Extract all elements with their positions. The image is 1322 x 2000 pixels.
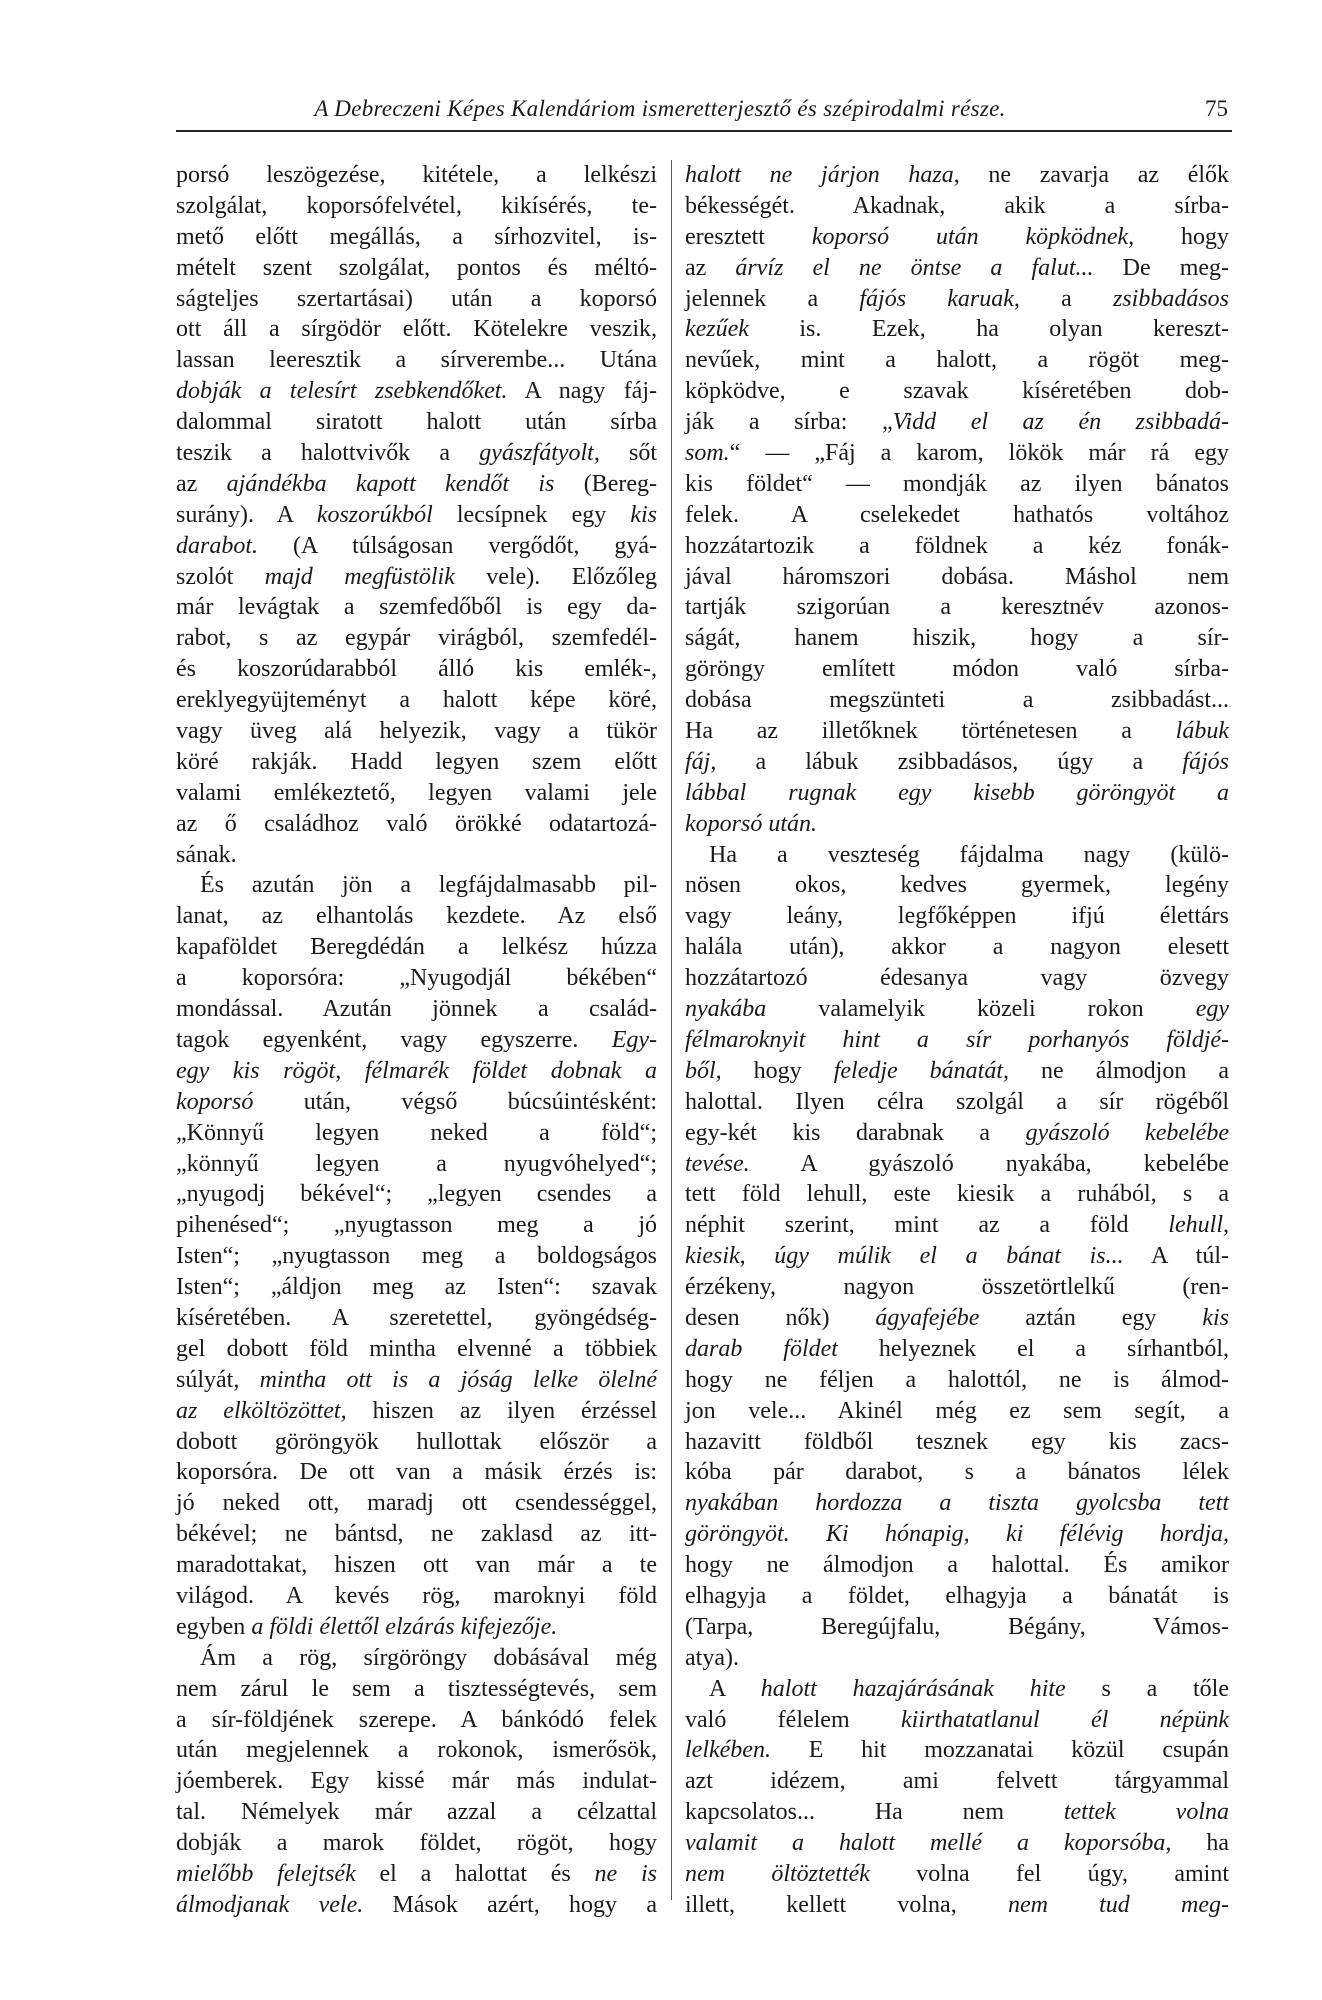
text-line [685, 1118, 1229, 1149]
text-run: el a halottat és [355, 1860, 595, 1887]
italic-text: gyászfátyolt, [479, 440, 600, 467]
text-run: mondással. Azután jönnek a család- [176, 996, 657, 1023]
italic-text: egy kis rögöt, félmarék földet dobnak a [176, 1057, 657, 1084]
text-line [176, 1179, 657, 1210]
italic-text: halott hazajárásának hite [760, 1675, 1066, 1702]
text-line [176, 314, 657, 345]
text-line [685, 345, 1229, 376]
text-line [176, 1550, 657, 1581]
text-run: néphit szerint, mint az a föld [685, 1212, 1169, 1239]
text-run: desen nők) [685, 1304, 876, 1331]
text-line [685, 1550, 1229, 1581]
text-line [685, 1519, 1229, 1550]
text-run: a lábuk zsibbadásos, úgy a [716, 748, 1183, 775]
italic-text: darab földet [685, 1335, 838, 1362]
text-line [685, 222, 1229, 253]
italic-text: tevése. [685, 1150, 750, 1177]
text-run: nevűek, mint a halott, a rögöt meg- [685, 347, 1229, 374]
italic-text: Vidd el az én zsibbadá- [892, 409, 1229, 436]
text-run: “ — „Fáj a karom, lökök már rá egy [729, 440, 1229, 467]
text-line [176, 1828, 657, 1859]
text-line [176, 654, 657, 685]
text-line [176, 438, 657, 469]
text-run: helyeznek el a sírhantból, [837, 1335, 1229, 1362]
italic-text: árvíz el ne öntse a falut... [735, 254, 1094, 281]
text-line [176, 932, 657, 963]
text-line [685, 469, 1229, 500]
text-run: Ha a veszteség fájdalma nagy (külö- [709, 841, 1229, 868]
text-line [176, 1149, 657, 1180]
text-line [176, 1334, 657, 1365]
text-run: A [709, 1675, 761, 1702]
text-run: dobott göröngyök hullottak először a [176, 1428, 657, 1455]
text-run: ne álmodjon a [1009, 1057, 1230, 1084]
text-run: ott áll a sírgödör előtt. Kötelekre veszik, [176, 316, 657, 343]
text-run: egy-két kis darabnak a [685, 1119, 1026, 1146]
text-run: való félelem [685, 1706, 901, 1733]
text-line [685, 809, 1229, 840]
italic-text: mielőbb felejtsék [176, 1860, 356, 1887]
text-run: tartják szigorúan a keresztnév azonos- [685, 594, 1229, 621]
text-run: kíséretében. A szeretettel, gyöngédség- [176, 1304, 657, 1331]
text-run: „könnyű legyen a nyugvóhelyed“; [176, 1150, 657, 1177]
text-run: Mások azért, hogy a [363, 1891, 657, 1918]
italic-text: a földi élettől elzárás kifejezője. [251, 1613, 558, 1640]
italic-text: ne is [594, 1860, 657, 1887]
text-run: lanat, az elhantolás kezdete. Az első [176, 903, 657, 930]
text-run: hogy [721, 1057, 834, 1084]
text-line [685, 1303, 1229, 1334]
text-line [176, 469, 657, 500]
text-line [176, 253, 657, 284]
text-run: hozzátartozó édesanya vagy özvegy [685, 965, 1229, 992]
text-run: vele). Előzőleg [454, 563, 657, 590]
text-run: kapcsolatos... Ha nem [685, 1799, 1064, 1826]
text-run: gel dobott föld mintha elvenné a többiek [176, 1335, 657, 1362]
text-run: lassan leeresztik a sírverembe... Utána [176, 347, 657, 374]
text-run: halottal. Ilyen célra szolgál a sír rögéből [685, 1088, 1229, 1115]
text-line [685, 314, 1229, 345]
text-run: az [685, 254, 736, 281]
text-run: jóemberek. Egy kissé már más indulat- [176, 1768, 657, 1795]
running-header-title: A Debreczeni Képes Kalendáriom ismeretterjesztő és szépirodalmi része. [314, 96, 1006, 121]
text-line [685, 160, 1229, 191]
italic-text: Egy- [611, 1026, 657, 1053]
text-run: is. Ezek, ha olyan kereszt- [748, 316, 1229, 343]
text-line [176, 1643, 657, 1674]
text-run: elhagyja a földet, elhagyja a bánatát is [685, 1582, 1229, 1609]
text-line [685, 870, 1229, 901]
text-line [176, 345, 657, 376]
text-line [176, 1087, 657, 1118]
text-line [685, 840, 1229, 871]
text-run: Isten“; „áldjon meg az Isten“: szavak [176, 1274, 657, 1301]
text-run: tett föld lehull, este kiesik a ruhából, s a [685, 1181, 1229, 1208]
text-run: „nyugodj békével“; „legyen csendes a [176, 1181, 657, 1208]
text-line [176, 1365, 657, 1396]
text-line [176, 1859, 657, 1890]
text-line [685, 1396, 1229, 1427]
text-line [685, 1210, 1229, 1241]
text-run: hogy [1134, 223, 1229, 250]
text-line [176, 1025, 657, 1056]
italic-text: mintha ott is a jóság lelke ölelné [259, 1366, 658, 1393]
text-run: hozzátartozik a földnek a kéz fonák- [685, 532, 1229, 559]
italic-text: fáj, [685, 748, 717, 775]
text-line [176, 1427, 657, 1458]
text-run: a sír-földjének szerepe. A bánkódó felek [176, 1706, 657, 1733]
italic-text: zsibbadásos [1112, 285, 1229, 312]
text-run: s a tőle [1065, 1675, 1229, 1702]
text-line [685, 901, 1229, 932]
text-run: hogy ne álmodjon a halottal. És amikor [685, 1552, 1229, 1579]
text-line [176, 778, 657, 809]
italic-text: ágyafejébe [875, 1304, 980, 1331]
italic-text: lábuk [1175, 718, 1229, 745]
italic-text: lehull, [1168, 1212, 1229, 1239]
text-line [176, 747, 657, 778]
text-run: az [176, 470, 227, 497]
text-line [176, 1210, 657, 1241]
text-line [685, 500, 1229, 531]
text-line [685, 623, 1229, 654]
text-run: dobják a marok földet, rögöt, hogy [176, 1830, 657, 1857]
text-line [176, 1488, 657, 1519]
text-line [685, 1797, 1229, 1828]
text-run: ereklyegyüjteményt a halott képe köré, [176, 687, 657, 714]
text-run: De meg- [1093, 254, 1229, 281]
text-run: Isten“; „nyugtasson meg a boldogságos [176, 1243, 657, 1270]
text-line [685, 1334, 1229, 1365]
text-line [685, 1427, 1229, 1458]
italic-text: félmaroknyit hint a sír porhanyós földjé- [685, 1026, 1229, 1053]
text-run: ságát, hanem hiszik, hogy a sír- [685, 625, 1229, 652]
text-run: mető előtt megállás, a sírhozvitel, is- [176, 223, 657, 250]
text-run: dalommal siratott halott után sírba [176, 409, 657, 436]
text-run: valamelyik közeli rokon [766, 996, 1196, 1023]
text-line [685, 407, 1229, 438]
text-run: után megjelennek a rokonok, ismerősök, [176, 1737, 657, 1764]
text-run: nem zárul le sem a tisztességtevés, sem [176, 1675, 657, 1702]
text-line [685, 1643, 1229, 1674]
text-line [176, 284, 657, 315]
page-number: 75 [1205, 96, 1228, 121]
text-line [685, 1859, 1229, 1890]
text-run: És azután jön a legfájdalmasabb pil- [200, 872, 657, 899]
text-run: pihenésed“; „nyugtasson meg a jó [176, 1212, 657, 1239]
text-line [176, 1241, 657, 1272]
text-run: göröngy említett módon való sírba- [685, 656, 1229, 683]
italic-text: koporsó után köpködnek, [811, 223, 1135, 250]
text-run: aztán egy [979, 1304, 1203, 1331]
text-line [685, 778, 1229, 809]
text-line [685, 1241, 1229, 1272]
text-run: ha [1171, 1830, 1230, 1857]
italic-text: göröngyöt. Ki hónapig, ki félévig hordja, [685, 1521, 1229, 1548]
italic-text: lelkében. [685, 1737, 771, 1764]
text-line [685, 1457, 1229, 1488]
text-run: A túl- [1123, 1243, 1229, 1270]
text-line [176, 1735, 657, 1766]
text-line [685, 1025, 1229, 1056]
text-line [176, 562, 657, 593]
text-line [176, 994, 657, 1025]
text-run: vagy leány, legfőképpen ifjú élettárs [685, 903, 1229, 930]
text-run: felek. A cselekedet hathatós voltához [685, 501, 1229, 528]
text-line [176, 191, 657, 222]
text-run: porsó leszögezése, kitétele, a lelkészi [176, 162, 657, 188]
text-run: szolót [176, 563, 265, 590]
italic-text: halott ne járjon haza, [685, 162, 960, 188]
left-column [176, 160, 657, 1921]
italic-text: feledje bánatát, [833, 1057, 1010, 1084]
text-line [685, 1087, 1229, 1118]
text-line [176, 1272, 657, 1303]
text-line [176, 1303, 657, 1334]
italic-text: egy [1195, 996, 1229, 1023]
text-line [685, 1488, 1229, 1519]
text-line [176, 1612, 657, 1643]
text-run: már levágtak a szemfedőből is egy da- [176, 594, 657, 621]
italic-text: som. [685, 440, 730, 467]
text-run: érzékeny, nagyon összetörtlelkű (ren- [685, 1274, 1229, 1301]
text-line [685, 592, 1229, 623]
text-run: Ám a rög, sírgöröngy dobásával még [200, 1644, 657, 1671]
text-run: rabot, s az egypár virágból, szemfedél- [176, 625, 657, 652]
text-line [685, 253, 1229, 284]
italic-text: az elköltözöttet, [176, 1397, 347, 1424]
text-run: jon vele... Akinél még ez sem segít, a [685, 1397, 1229, 1424]
text-line [176, 1056, 657, 1087]
text-line [176, 716, 657, 747]
text-line [685, 932, 1229, 963]
text-line [176, 1118, 657, 1149]
text-line [685, 1149, 1229, 1180]
text-run: volna fel úgy, amint [869, 1860, 1229, 1887]
text-line [685, 1179, 1229, 1210]
italic-text: nyakában hordozza a tiszta gyolcsba tett [685, 1490, 1229, 1517]
text-line [176, 840, 657, 871]
text-line [685, 1056, 1229, 1087]
text-run: A nagy fáj- [507, 378, 657, 405]
text-run: világod. A kevés rög, maroknyi föld [176, 1582, 657, 1609]
text-line [685, 654, 1229, 685]
italic-text: koszorúkból [316, 501, 433, 528]
text-line [685, 1581, 1229, 1612]
text-run: illett, kellett volna, [685, 1891, 1008, 1918]
text-run: Ha az illetőknek történetesen a [685, 718, 1176, 745]
text-run: és koszorúdarabból álló kis emlék-, [176, 656, 657, 683]
text-run: békességét. Akadnak, akik a sírba- [685, 192, 1229, 219]
text-run: után, végső búcsúintésként: [253, 1088, 657, 1115]
text-run: mételt szent szolgálat, pontos és méltó- [176, 254, 657, 281]
text-run: atya). [685, 1644, 739, 1671]
text-run: kis földet“ — mondják az ilyen bánatos [685, 470, 1229, 497]
text-line [176, 1766, 657, 1797]
text-run: valami emlékeztető, legyen valami jele [176, 779, 657, 806]
italic-text: álmodjanak vele. [176, 1891, 364, 1918]
text-run: surány). A [176, 501, 317, 528]
text-run: kapaföldet Beregdédán a lelkész húzza [176, 934, 657, 961]
text-line [176, 901, 657, 932]
text-run: „Könnyű legyen neked a föld“; [176, 1119, 657, 1146]
text-line [176, 160, 657, 191]
text-line [685, 1705, 1229, 1736]
text-line [685, 1674, 1229, 1705]
text-line [176, 623, 657, 654]
italic-text: valamit a halott mellé a koporsóba, [685, 1830, 1172, 1857]
text-run: egyben [176, 1613, 252, 1640]
text-run: köré rakják. Hadd legyen szem előtt [176, 748, 657, 775]
text-run: hiszen az ilyen érzéssel [346, 1397, 657, 1424]
text-line [176, 1396, 657, 1427]
text-line [176, 500, 657, 531]
text-run: vagy üveg alá helyezik, vagy a tükör [176, 718, 657, 745]
text-run: hogy ne féljen a halottól, ne is álmod- [685, 1366, 1229, 1393]
text-run: jó neked ott, maradj ott csendességgel, [176, 1490, 657, 1517]
text-run: jával háromszori dobása. Máshol nem [685, 563, 1229, 590]
italic-text: koporsó [176, 1088, 254, 1115]
italic-text: ajándékba kapott kendőt is [226, 470, 555, 497]
text-line [685, 531, 1229, 562]
italic-text: kis [630, 501, 657, 528]
italic-text: dobják a telesírt zsebkendőket. [176, 378, 508, 405]
text-line [176, 222, 657, 253]
text-line [176, 963, 657, 994]
italic-text: kiirthatatlanul él népünk [900, 1706, 1229, 1733]
text-run: súlyát, [176, 1366, 260, 1393]
text-line [685, 1272, 1229, 1303]
text-line [176, 1457, 657, 1488]
text-run: a [1019, 285, 1113, 312]
column-divider [671, 160, 672, 1900]
text-line [685, 1735, 1229, 1766]
text-run: nösen okos, kedves gyermek, legény [685, 872, 1229, 899]
text-line [685, 438, 1229, 469]
text-line [685, 1612, 1229, 1643]
text-line [176, 1581, 657, 1612]
text-run: tagok egyenként, vagy egyszerre. [176, 1026, 612, 1053]
text-line [685, 747, 1229, 778]
text-line [685, 685, 1229, 716]
text-run: hazavitt földből tesznek egy kis zacs- [685, 1428, 1229, 1455]
italic-text: majd megfüstölik [264, 563, 455, 590]
text-run: dobása megszünteti a zsibbadást... [685, 687, 1229, 714]
text-run: teszik a halottvivők a [176, 440, 480, 467]
italic-text: kezűek [685, 316, 749, 343]
text-line [685, 1766, 1229, 1797]
text-run: békével; ne bántsd, ne zaklasd az itt- [176, 1521, 657, 1548]
italic-text: nyakába [685, 996, 767, 1023]
right-column [685, 160, 1229, 1921]
text-line [176, 809, 657, 840]
text-line [685, 376, 1229, 407]
text-line [176, 685, 657, 716]
text-run: ságteljes szertartásai) után a koporsó [176, 285, 657, 312]
text-line [176, 1705, 657, 1736]
text-line [685, 284, 1229, 315]
text-line [685, 1365, 1229, 1396]
text-run: eresztett [685, 223, 812, 250]
text-line [176, 592, 657, 623]
italic-text: fájós karuak, [859, 285, 1020, 312]
text-line [176, 1797, 657, 1828]
text-run: a koporsóra: „Nyugodjál békében“ [176, 965, 657, 992]
italic-text: kiesik, úgy múlik el a bánat is... [685, 1243, 1124, 1270]
text-run: E hit mozzanatai közül csupán [770, 1737, 1229, 1764]
text-line [685, 1828, 1229, 1859]
text-line [685, 716, 1229, 747]
text-line [176, 531, 657, 562]
italic-text: fájós [1182, 748, 1229, 775]
text-run: szolgálat, koporsófelvétel, kikísérés, te- [176, 192, 657, 219]
text-run: kóba pár darabot, s a bánatos lélek [685, 1459, 1229, 1486]
text-run: (A túlságosan vergődőt, gyá- [258, 532, 657, 559]
italic-text: lábbal rugnak egy kisebb göröngyöt a [685, 779, 1229, 806]
header-rule [176, 130, 1232, 132]
italic-text: darabot. [176, 532, 259, 559]
text-line [685, 191, 1229, 222]
text-run: halála után), akkor a nagyon elesett [685, 934, 1229, 961]
text-line [685, 562, 1229, 593]
text-run: (Tarpa, Beregújfalu, Bégány, Vámos- [685, 1613, 1229, 1640]
italic-text: nem öltöztették [685, 1860, 870, 1887]
text-line [685, 1890, 1229, 1921]
italic-text: gyászoló kebelébe [1025, 1119, 1229, 1146]
text-run: lecsípnek egy [432, 501, 631, 528]
italic-text: koporsó után. [685, 810, 817, 837]
text-run: koporsóra. De ott van a másik érzés is: [176, 1459, 657, 1486]
text-line [176, 1890, 657, 1921]
text-line [176, 870, 657, 901]
text-line [176, 376, 657, 407]
text-run: sőt [599, 440, 657, 467]
text-line [685, 994, 1229, 1025]
text-run: sának. [176, 841, 237, 868]
italic-text: kis [1202, 1304, 1229, 1331]
text-line [685, 963, 1229, 994]
text-run: ne zavarja az élők [959, 162, 1230, 188]
text-line [176, 1519, 657, 1550]
italic-text: tettek volna [1063, 1799, 1229, 1826]
text-line [176, 407, 657, 438]
text-run: tal. Némelyek már azzal a célzattal [176, 1799, 657, 1826]
text-run: az ő családhoz való örökké odatartozá- [176, 810, 657, 837]
text-run: ják a sírba: „ [685, 409, 893, 436]
text-run: köpködve, e szavak kíséretében dob- [685, 378, 1229, 405]
italic-text: ből, [685, 1057, 722, 1084]
text-run: A gyászoló nyakába, kebelébe [749, 1150, 1229, 1177]
text-run: azt idézem, ami felvett tárgyammal [685, 1768, 1229, 1795]
text-line [176, 1674, 657, 1705]
text-run: (Bereg- [554, 470, 657, 497]
italic-text: nem tud meg- [1007, 1891, 1229, 1918]
text-run: jelennek a [685, 285, 860, 312]
text-run: maradottakat, hiszen ott van már a te [176, 1552, 657, 1579]
